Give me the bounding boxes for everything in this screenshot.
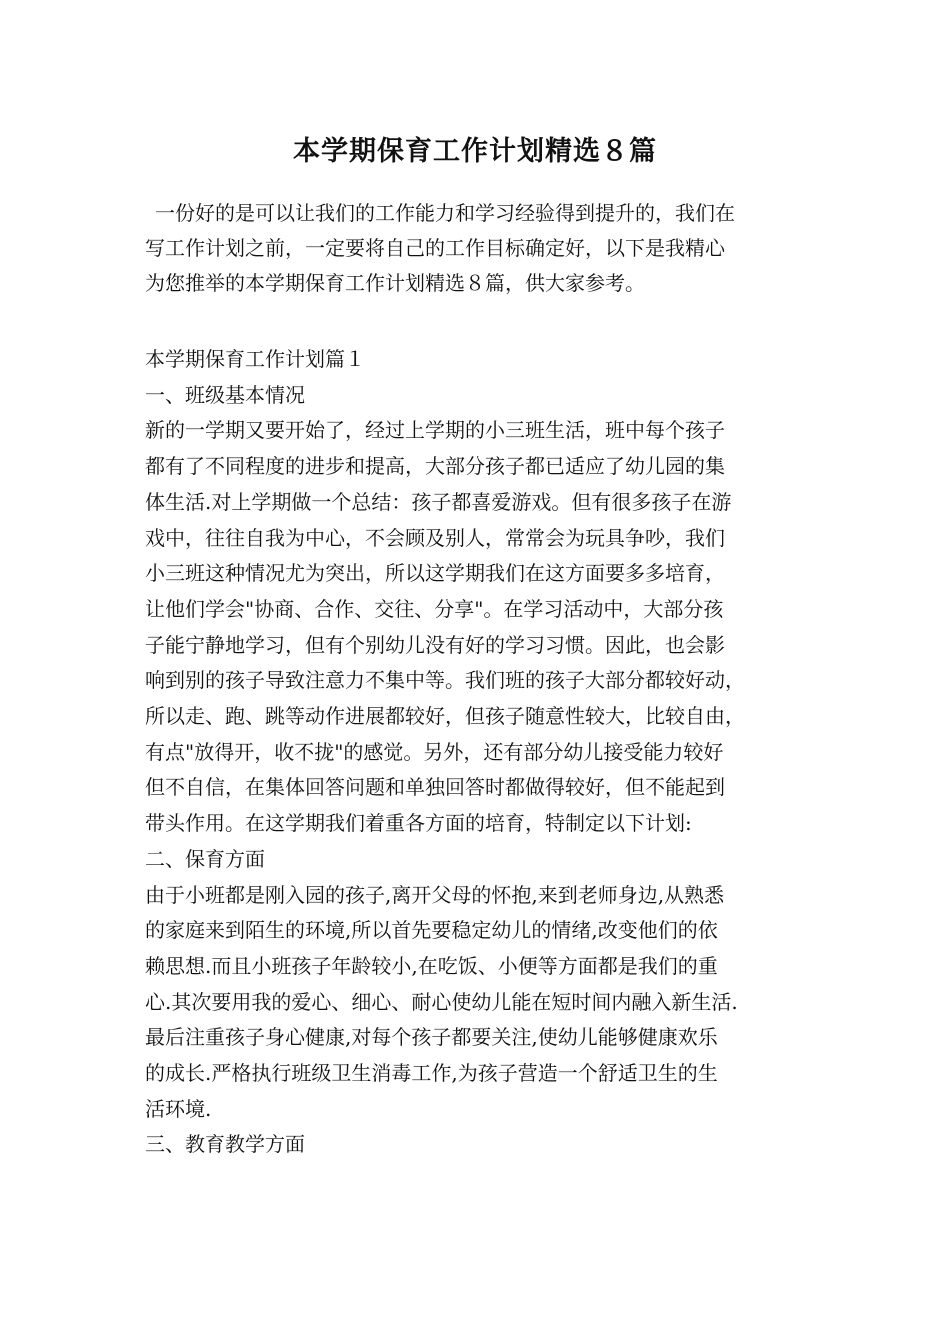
body-line: 心.其次要用我的爱心、细心、耐心使幼儿能在短时间内融入新生活.	[145, 989, 738, 1014]
body-line: 带头作用。在这学期我们着重各方面的培育，特制定以下计划:	[145, 811, 692, 836]
body-line: 赖思想.而且小班孩子年龄较小,在吃饭、小便等方面都是我们的重	[145, 953, 718, 978]
intro-line: 为您推举的本学期保育工作计划精选８篇，供大家参考。	[145, 271, 645, 295]
body-line: 体生活.对上学期做一个总结：孩子都喜爱游戏。但有很多孩子在游	[145, 489, 732, 514]
body-line: 响到别的孩子导致注意力不集中等。我们班的孩子大部分都较好动，	[145, 668, 745, 693]
body-line: 让他们学会"协商、合作、交往、分享"。在学习活动中，大部分孩	[145, 596, 724, 621]
body-line: 由于小班都是刚入园的孩子,离开父母的怀抱,来到老师身边,从熟悉	[145, 882, 725, 907]
subsection-heading: 三、教育教学方面	[145, 1132, 305, 1157]
subsection-heading: 二、保育方面	[145, 846, 265, 871]
body-line: 活环境.	[145, 1096, 212, 1121]
body-line: 所以走、跑、跳等动作进展都较好，但孩子随意性较大，比较自由，	[145, 704, 745, 729]
document-body	[145, 342, 835, 1163]
body-line: 但不自信，在集体回答问题和单独回答时都做得较好，但不能起到	[145, 775, 725, 800]
body-line: 有点"放得开，收不拢"的感觉。另外，还有部分幼儿接受能力较好	[145, 739, 724, 764]
body-line: 的家庭来到陌生的环境,所以首先要稳定幼儿的情绪,改变他们的依	[145, 918, 718, 943]
subsection-heading: 一、班级基本情况	[145, 382, 305, 407]
intro-paragraph	[145, 196, 835, 301]
section-heading: 本学期保育工作计划篇１	[145, 347, 365, 371]
body-line: 最后注重孩子身心健康,对每个孩子都要关注,使幼儿能够健康欢乐	[145, 1025, 718, 1050]
body-line: 子能宁静地学习，但有个别幼儿没有好的学习习惯。因此，也会影	[145, 632, 725, 657]
body-line: 小三班这种情况尤为突出，所以这学期我们在这方面要多多培育，	[145, 561, 725, 586]
intro-line: 一份好的是可以让我们的工作能力和学习经验得到提升的，我们在	[155, 201, 735, 225]
document-title: 本学期保育工作计划精选８篇	[293, 136, 657, 167]
body-line: 戏中，往往自我为中心，不会顾及别人，常常会为玩具争吵，我们	[145, 525, 725, 550]
body-line: 都有了不同程度的进步和提高，大部分孩子都已适应了幼儿园的集	[145, 454, 725, 479]
intro-line: 写工作计划之前，一定要将自己的工作目标确定好，以下是我精心	[145, 236, 725, 260]
body-line: 的成长.严格执行班级卫生消毒工作,为孩子营造一个舒适卫生的生	[145, 1061, 718, 1086]
body-line: 新的一学期又要开始了，经过上学期的小三班生活，班中每个孩子	[145, 418, 725, 443]
